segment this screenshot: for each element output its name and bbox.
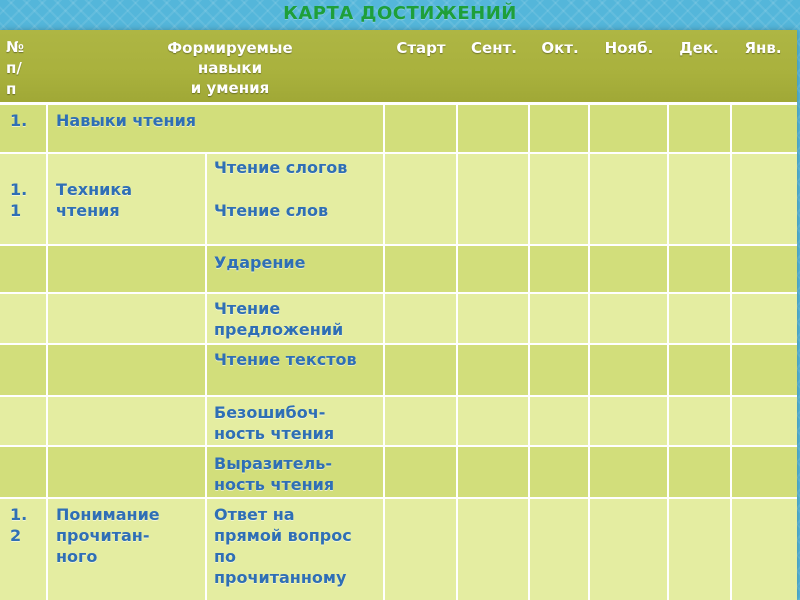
row-1-2-number: 1. 2 [10, 505, 28, 545]
row-divider [0, 445, 797, 447]
skill-stress: Ударение [214, 253, 306, 272]
row-1-number: 1. [10, 111, 28, 130]
row-divider [0, 395, 797, 397]
row-divider [0, 152, 797, 154]
skill-reading-sentences: Чтение предложений [214, 299, 344, 339]
row-divider [0, 244, 797, 246]
column-divider [528, 105, 530, 600]
skill-expressiveness: Выразитель- ность чтения [214, 454, 335, 494]
table-row [0, 245, 797, 293]
column-divider [667, 105, 669, 600]
header-month-jan: Янв. [744, 39, 782, 57]
row-1-1-section: Техника чтения [56, 180, 133, 220]
column-divider [46, 105, 48, 600]
row-1-1-number: 1. 1 [10, 180, 28, 220]
skill-error-free: Безошибоч- ность чтения [214, 403, 335, 443]
header-month-oct: Окт. [541, 39, 579, 57]
page-title: КАРТА ДОСТИЖЕНИЙ [283, 3, 517, 24]
header-month-nov: Нояб. [604, 39, 654, 57]
table-header [0, 30, 797, 105]
column-divider [456, 105, 458, 600]
table-row [0, 344, 797, 396]
column-divider [730, 105, 732, 600]
header-skills: Формируемые навыки и умения [167, 39, 293, 97]
header-month-dec: Дек. [679, 39, 719, 57]
column-divider [383, 105, 385, 600]
skill-reading-texts: Чтение текстов [214, 350, 357, 369]
table-row [0, 293, 797, 344]
skill-reading-syllables: Чтение слогов [214, 158, 348, 177]
skill-answer-question: Ответ на прямой вопрос по прочитанному [214, 505, 352, 587]
column-divider [205, 153, 207, 600]
row-1-2-section: Понимание прочитан- ного [56, 505, 160, 566]
table-row [0, 396, 797, 446]
row-1-section: Навыки чтения [56, 111, 197, 130]
header-month-start: Старт [396, 39, 446, 57]
row-divider [0, 497, 797, 499]
achievement-table [0, 30, 797, 600]
row-divider [0, 292, 797, 294]
table-row [0, 446, 797, 498]
skill-reading-words: Чтение слов [214, 201, 329, 220]
header-month-sep: Сент. [471, 39, 517, 57]
header-number: № п/ п [6, 38, 25, 98]
column-divider [588, 105, 590, 600]
row-divider [0, 343, 797, 345]
